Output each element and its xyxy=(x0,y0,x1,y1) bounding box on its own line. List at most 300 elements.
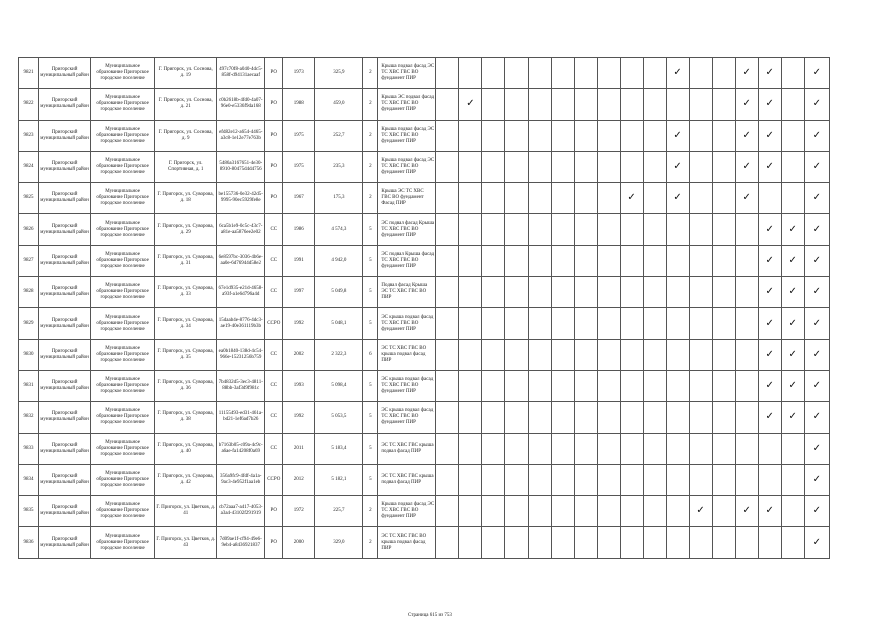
municipality-cell: Муниципальное образование Пригорское городское поселение xyxy=(91,120,155,151)
empty-cell xyxy=(643,183,666,214)
floors-cell: 2 xyxy=(363,58,378,89)
table-row xyxy=(19,245,830,276)
works-cell: ЭС ТС ХВС ГВС ВО крыша подвал фасад ПИР xyxy=(378,339,436,370)
municipality-cell: Муниципальное образование Пригорское городское поселение xyxy=(91,370,155,401)
empty-cell xyxy=(436,433,459,464)
empty-cell xyxy=(528,89,551,120)
check-mark-icon: ✓ xyxy=(804,527,829,558)
works-cell: ЭС подвал фасад Крыша ТС ХВС ГВС ВО фундамент ПИР xyxy=(378,214,436,245)
floors-cell: 6 xyxy=(363,339,378,370)
empty-cell xyxy=(551,151,574,182)
district-cell: Пригорский муниципальный район xyxy=(39,464,91,495)
empty-cell xyxy=(620,464,643,495)
empty-cell xyxy=(781,496,804,527)
table-row xyxy=(19,339,830,370)
year-cell: 1988 xyxy=(283,89,315,120)
empty-cell xyxy=(735,464,758,495)
empty-cell xyxy=(459,277,482,308)
empty-cell xyxy=(459,464,482,495)
empty-cell xyxy=(551,214,574,245)
empty-cell xyxy=(574,464,597,495)
empty-cell xyxy=(666,339,689,370)
row-number: 9822 xyxy=(19,89,39,120)
check-mark-icon: ✓ xyxy=(804,277,829,308)
works-cell: Крыша подвал фасад ЭС ТС ХВС ГВС ВО фундамент ПИР xyxy=(378,496,436,527)
table-row xyxy=(19,464,830,495)
year-cell: 1992 xyxy=(283,402,315,433)
housing-register-table xyxy=(18,57,830,559)
empty-cell xyxy=(712,496,735,527)
empty-cell xyxy=(735,402,758,433)
row-number: 9832 xyxy=(19,402,39,433)
floors-cell: 2 xyxy=(363,151,378,182)
table-row xyxy=(19,120,830,151)
empty-cell xyxy=(689,402,712,433)
check-mark-icon: ✓ xyxy=(758,58,781,89)
empty-cell xyxy=(528,308,551,339)
guid-cell: 497c70f8-a040-4dc5-858f-d94131aecaaf xyxy=(217,58,265,89)
empty-cell xyxy=(735,214,758,245)
works-cell: Подвал фасад Крыша ЭС ТС ХВС ГВС ВО ПИР xyxy=(378,277,436,308)
empty-cell xyxy=(482,464,505,495)
type-cell: СС xyxy=(265,339,283,370)
empty-cell xyxy=(551,339,574,370)
address-cell: Г. Пригорск, ул. Суворова, д. 35 xyxy=(155,339,217,370)
empty-cell xyxy=(689,151,712,182)
row-number: 9825 xyxy=(19,183,39,214)
empty-cell xyxy=(482,527,505,558)
empty-cell xyxy=(597,339,620,370)
check-mark-icon: ✓ xyxy=(666,183,689,214)
empty-cell xyxy=(712,339,735,370)
floors-cell: 5 xyxy=(363,370,378,401)
floors-cell: 5 xyxy=(363,214,378,245)
district-cell: Пригорский муниципальный район xyxy=(39,308,91,339)
guid-cell: c0b2618b-4fd0-4a07-96e0-e5336f9da168 xyxy=(217,89,265,120)
check-mark-icon: ✓ xyxy=(804,370,829,401)
empty-cell xyxy=(689,370,712,401)
works-cell: ЭС крыша подвал фасад ТС ХВС ГВС ВО фундамент ПИР xyxy=(378,402,436,433)
table-row xyxy=(19,370,830,401)
check-mark-icon: ✓ xyxy=(804,433,829,464)
empty-cell xyxy=(505,58,528,89)
row-number: 9824 xyxy=(19,151,39,182)
empty-cell xyxy=(781,89,804,120)
floors-cell: 5 xyxy=(363,464,378,495)
check-mark-icon: ✓ xyxy=(804,58,829,89)
empty-cell xyxy=(459,496,482,527)
municipality-cell: Муниципальное образование Пригорское городское поселение xyxy=(91,402,155,433)
address-cell: Г. Пригорск, ул. Цветков, д. 43 xyxy=(155,527,217,558)
empty-cell xyxy=(620,151,643,182)
empty-cell xyxy=(551,402,574,433)
empty-cell xyxy=(781,120,804,151)
year-cell: 1997 xyxy=(283,277,315,308)
empty-cell xyxy=(528,402,551,433)
check-mark-icon: ✓ xyxy=(804,89,829,120)
empty-cell xyxy=(597,245,620,276)
empty-cell xyxy=(528,370,551,401)
empty-cell xyxy=(459,245,482,276)
check-mark-icon: ✓ xyxy=(781,214,804,245)
empty-cell xyxy=(528,214,551,245)
empty-cell xyxy=(459,339,482,370)
empty-cell xyxy=(712,277,735,308)
empty-cell xyxy=(597,464,620,495)
empty-cell xyxy=(574,245,597,276)
address-cell: Г. Пригорск, ул. Суворова, д. 29 xyxy=(155,214,217,245)
empty-cell xyxy=(643,89,666,120)
empty-cell xyxy=(505,496,528,527)
empty-cell xyxy=(574,120,597,151)
works-cell: ЭС ТС ХВС ГВС крыша подвал фасад ПИР xyxy=(378,464,436,495)
empty-cell xyxy=(689,58,712,89)
empty-cell xyxy=(643,120,666,151)
floors-cell: 5 xyxy=(363,245,378,276)
empty-cell xyxy=(551,370,574,401)
district-cell: Пригорский муниципальный район xyxy=(39,527,91,558)
type-cell: РО xyxy=(265,183,283,214)
empty-cell xyxy=(459,214,482,245)
address-cell: Г. Пригорск, ул. Суворова, д. 34 xyxy=(155,308,217,339)
empty-cell xyxy=(597,527,620,558)
empty-cell xyxy=(735,339,758,370)
empty-cell xyxy=(712,58,735,89)
row-number: 9829 xyxy=(19,308,39,339)
empty-cell xyxy=(505,214,528,245)
address-cell: Г. Пригорск, ул. Суворова, д. 31 xyxy=(155,245,217,276)
check-mark-icon: ✓ xyxy=(735,89,758,120)
check-mark-icon: ✓ xyxy=(735,151,758,182)
empty-cell xyxy=(551,433,574,464)
empty-cell xyxy=(781,183,804,214)
empty-cell xyxy=(620,402,643,433)
empty-cell xyxy=(505,370,528,401)
municipality-cell: Муниципальное образование Пригорское городское поселение xyxy=(91,183,155,214)
empty-cell xyxy=(482,402,505,433)
empty-cell xyxy=(528,496,551,527)
empty-cell xyxy=(482,308,505,339)
empty-cell xyxy=(735,433,758,464)
address-cell: Г. Пригорск, ул. Суворова, д. 36 xyxy=(155,370,217,401)
empty-cell xyxy=(551,89,574,120)
empty-cell xyxy=(574,308,597,339)
check-mark-icon: ✓ xyxy=(804,120,829,151)
empty-cell xyxy=(689,277,712,308)
empty-cell xyxy=(505,433,528,464)
empty-cell xyxy=(712,151,735,182)
address-cell: Г. Пригорск, ул. Суворова, д. 18 xyxy=(155,183,217,214)
empty-cell xyxy=(574,496,597,527)
area-cell: 225,7 xyxy=(315,496,363,527)
empty-cell xyxy=(551,245,574,276)
table-row xyxy=(19,527,830,558)
empty-cell xyxy=(459,433,482,464)
empty-cell xyxy=(689,339,712,370)
empty-cell xyxy=(482,183,505,214)
empty-cell xyxy=(459,120,482,151)
empty-cell xyxy=(528,120,551,151)
floors-cell: 5 xyxy=(363,277,378,308)
type-cell: СС xyxy=(265,277,283,308)
empty-cell xyxy=(735,308,758,339)
empty-cell xyxy=(620,245,643,276)
empty-cell xyxy=(574,370,597,401)
empty-cell xyxy=(712,245,735,276)
empty-cell xyxy=(620,58,643,89)
empty-cell xyxy=(689,183,712,214)
empty-cell xyxy=(735,277,758,308)
empty-cell xyxy=(643,496,666,527)
empty-cell xyxy=(666,277,689,308)
empty-cell xyxy=(689,89,712,120)
empty-cell xyxy=(666,370,689,401)
year-cell: 2011 xyxy=(283,433,315,464)
works-cell: ЭС ТС ХВС ГВС ВО крыша подвал фасад ПИР xyxy=(378,527,436,558)
check-mark-icon: ✓ xyxy=(804,183,829,214)
empty-cell xyxy=(781,527,804,558)
district-cell: Пригорский муниципальный район xyxy=(39,339,91,370)
empty-cell xyxy=(643,402,666,433)
check-mark-icon: ✓ xyxy=(735,496,758,527)
row-number: 9836 xyxy=(19,527,39,558)
guid-cell: 6e8597bc-3036-4b6e-aa0e-6d76944d58e2 xyxy=(217,245,265,276)
empty-cell xyxy=(689,214,712,245)
address-cell: Г. Пригорск, ул. Соснова, д. 9 xyxy=(155,120,217,151)
check-mark-icon: ✓ xyxy=(666,120,689,151)
empty-cell xyxy=(482,245,505,276)
guid-cell: 5486a3167651-4e30-8910-80475d4d4756 xyxy=(217,151,265,182)
empty-cell xyxy=(712,527,735,558)
empty-cell xyxy=(666,527,689,558)
check-mark-icon: ✓ xyxy=(689,496,712,527)
empty-cell xyxy=(574,402,597,433)
empty-cell xyxy=(758,464,781,495)
address-cell: Г. Пригорск, ул. Суворова, д. 33 xyxy=(155,277,217,308)
empty-cell xyxy=(643,433,666,464)
check-mark-icon: ✓ xyxy=(804,464,829,495)
empty-cell xyxy=(666,214,689,245)
guid-cell: 356a9fc9-4fdf-4a1a-9ac3-4e952f1aa1eb xyxy=(217,464,265,495)
empty-cell xyxy=(620,89,643,120)
empty-cell xyxy=(643,308,666,339)
empty-cell xyxy=(436,496,459,527)
check-mark-icon: ✓ xyxy=(781,370,804,401)
guid-cell: efd82e12-a654-4465-a3c8-1e12e77e763b xyxy=(217,120,265,151)
year-cell: 1993 xyxy=(283,370,315,401)
address-cell: Г. Пригорск, ул. Суворова, д. 42 xyxy=(155,464,217,495)
check-mark-icon: ✓ xyxy=(666,151,689,182)
type-cell: ССРО xyxy=(265,308,283,339)
empty-cell xyxy=(459,58,482,89)
table-row xyxy=(19,496,830,527)
works-cell: ЭС крыша подвал фасад ТС ХВС ГВС ВО фундамент ПИР xyxy=(378,370,436,401)
empty-cell xyxy=(597,89,620,120)
empty-cell xyxy=(482,151,505,182)
empty-cell xyxy=(597,277,620,308)
empty-cell xyxy=(712,433,735,464)
empty-cell xyxy=(528,151,551,182)
empty-cell xyxy=(574,433,597,464)
table-row xyxy=(19,58,830,89)
guid-cell: 7b4832d5-3ec3-4811-88bb-3af3d9f981c xyxy=(217,370,265,401)
empty-cell xyxy=(666,433,689,464)
address-cell: Г. Пригорск, ул. Спортивная, д. 1 xyxy=(155,151,217,182)
empty-cell xyxy=(459,308,482,339)
empty-cell xyxy=(712,183,735,214)
row-number: 9833 xyxy=(19,433,39,464)
empty-cell xyxy=(528,58,551,89)
empty-cell xyxy=(574,151,597,182)
works-cell: Крыша ЭС подвал фасад ТС ХВС ГВС ВО фундамент ПИР xyxy=(378,89,436,120)
district-cell: Пригорский муниципальный район xyxy=(39,89,91,120)
empty-cell xyxy=(643,277,666,308)
empty-cell xyxy=(597,214,620,245)
empty-cell xyxy=(574,277,597,308)
area-cell: 325,9 xyxy=(315,58,363,89)
empty-cell xyxy=(735,527,758,558)
municipality-cell: Муниципальное образование Пригорское городское поселение xyxy=(91,433,155,464)
check-mark-icon: ✓ xyxy=(758,308,781,339)
empty-cell xyxy=(482,120,505,151)
empty-cell xyxy=(551,183,574,214)
works-cell: Крыша ЭС ТС ХВС ГВС ВО фундамент Фасад ПИР xyxy=(378,183,436,214)
empty-cell xyxy=(597,433,620,464)
empty-cell xyxy=(712,402,735,433)
check-mark-icon: ✓ xyxy=(804,402,829,433)
check-mark-icon: ✓ xyxy=(666,58,689,89)
type-cell: РО xyxy=(265,496,283,527)
empty-cell xyxy=(643,527,666,558)
row-number: 9821 xyxy=(19,58,39,89)
empty-cell xyxy=(666,308,689,339)
year-cell: 2012 xyxy=(283,464,315,495)
guid-cell: 15daab4e-8776-4dc3-ae19-40e361119b3b xyxy=(217,308,265,339)
empty-cell xyxy=(551,277,574,308)
floors-cell: 5 xyxy=(363,433,378,464)
check-mark-icon: ✓ xyxy=(804,214,829,245)
row-number: 9835 xyxy=(19,496,39,527)
area-cell: 4 574,3 xyxy=(315,214,363,245)
empty-cell xyxy=(436,151,459,182)
empty-cell xyxy=(574,58,597,89)
guid-cell: cb72aaa7-a417-4053-a3a4-43102f291919 xyxy=(217,496,265,527)
floors-cell: 2 xyxy=(363,527,378,558)
municipality-cell: Муниципальное образование Пригорское городское поселение xyxy=(91,277,155,308)
empty-cell xyxy=(505,308,528,339)
table-row xyxy=(19,308,830,339)
year-cell: 1986 xyxy=(283,214,315,245)
check-mark-icon: ✓ xyxy=(620,183,643,214)
type-cell: РО xyxy=(265,89,283,120)
empty-cell xyxy=(482,433,505,464)
year-cell: 1967 xyxy=(283,183,315,214)
year-cell: 1975 xyxy=(283,151,315,182)
empty-cell xyxy=(620,527,643,558)
municipality-cell: Муниципальное образование Пригорское городское поселение xyxy=(91,464,155,495)
empty-cell xyxy=(666,464,689,495)
municipality-cell: Муниципальное образование Пригорское городское поселение xyxy=(91,308,155,339)
type-cell: РО xyxy=(265,58,283,89)
empty-cell xyxy=(666,496,689,527)
table-row xyxy=(19,433,830,464)
area-cell: 459,0 xyxy=(315,89,363,120)
address-cell: Г. Пригорск, ул. Цветков, д. 41 xyxy=(155,496,217,527)
empty-cell xyxy=(735,370,758,401)
district-cell: Пригорский муниципальный район xyxy=(39,120,91,151)
area-cell: 235,3 xyxy=(315,151,363,182)
works-cell: ЭС крыша подвал фасад ТС ХВС ГВС ВО фундамент ПИР xyxy=(378,308,436,339)
municipality-cell: Муниципальное образование Пригорское городское поселение xyxy=(91,89,155,120)
table-row xyxy=(19,277,830,308)
empty-cell xyxy=(689,120,712,151)
guid-cell: b7163b05-c09a-4c9c-a6ae-fa14208f0a69 xyxy=(217,433,265,464)
municipality-cell: Муниципальное образование Пригорское городское поселение xyxy=(91,496,155,527)
year-cell: 1975 xyxy=(283,120,315,151)
area-cell: 329,0 xyxy=(315,527,363,558)
empty-cell xyxy=(505,339,528,370)
empty-cell xyxy=(482,370,505,401)
empty-cell xyxy=(551,120,574,151)
check-mark-icon: ✓ xyxy=(758,214,781,245)
empty-cell xyxy=(528,245,551,276)
row-number: 9823 xyxy=(19,120,39,151)
empty-cell xyxy=(597,496,620,527)
district-cell: Пригорский муниципальный район xyxy=(39,245,91,276)
empty-cell xyxy=(482,496,505,527)
municipality-cell: Муниципальное образование Пригорское городское поселение xyxy=(91,339,155,370)
empty-cell xyxy=(781,433,804,464)
area-cell: 5 053,5 xyxy=(315,402,363,433)
works-cell: ЭС подвал Крыша фасад ТС ХВС ГВС ВО фундамент ПИР xyxy=(378,245,436,276)
empty-cell xyxy=(643,58,666,89)
check-mark-icon: ✓ xyxy=(804,151,829,182)
row-number: 9828 xyxy=(19,277,39,308)
empty-cell xyxy=(620,308,643,339)
year-cell: 1991 xyxy=(283,245,315,276)
empty-cell xyxy=(643,151,666,182)
floors-cell: 2 xyxy=(363,120,378,151)
empty-cell xyxy=(597,151,620,182)
area-cell: 5 182,1 xyxy=(315,464,363,495)
empty-cell xyxy=(436,120,459,151)
area-cell: 5 049,8 xyxy=(315,277,363,308)
address-cell: Г. Пригорск, ул. Суворова, д. 38 xyxy=(155,402,217,433)
guid-cell: ea0b1840-138d-4c54-966e-15231256b759 xyxy=(217,339,265,370)
empty-cell xyxy=(551,464,574,495)
type-cell: СС xyxy=(265,214,283,245)
empty-cell xyxy=(459,151,482,182)
empty-cell xyxy=(436,527,459,558)
empty-cell xyxy=(666,245,689,276)
empty-cell xyxy=(781,58,804,89)
check-mark-icon: ✓ xyxy=(758,151,781,182)
check-mark-icon: ✓ xyxy=(758,370,781,401)
empty-cell xyxy=(528,464,551,495)
floors-cell: 2 xyxy=(363,183,378,214)
table-row xyxy=(19,214,830,245)
empty-cell xyxy=(436,402,459,433)
empty-cell xyxy=(436,277,459,308)
empty-cell xyxy=(620,370,643,401)
check-mark-icon: ✓ xyxy=(758,496,781,527)
floors-cell: 2 xyxy=(363,89,378,120)
area-cell: 2 322,3 xyxy=(315,339,363,370)
empty-cell xyxy=(551,527,574,558)
empty-cell xyxy=(505,89,528,120)
empty-cell xyxy=(574,183,597,214)
empty-cell xyxy=(482,339,505,370)
